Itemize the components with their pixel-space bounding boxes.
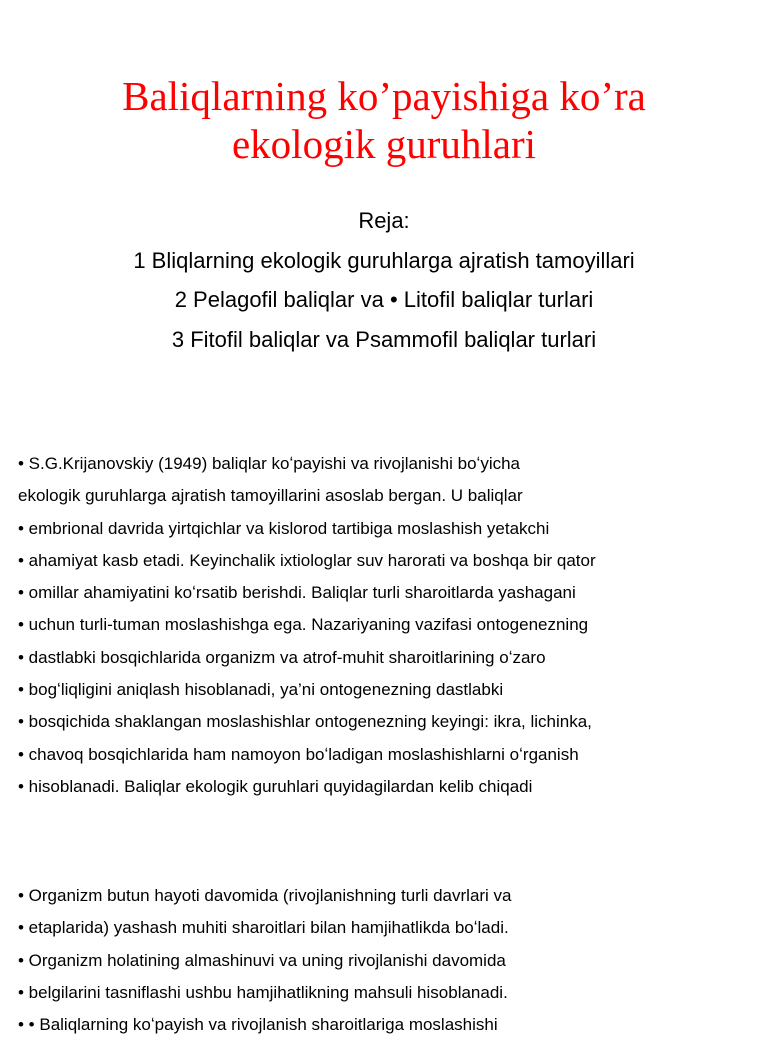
text-line: • hisoblanadi. Baliqlar ekologik guruhlari quyidagilardan kelib chiqadi [18,776,533,796]
text-line: • Organizm holatining almashinuvi va uning rivojlanishi davomida [18,950,506,970]
text-line: • S.G.Krijanovskiy (1949) baliqlar koʻpayishi va rivojlanishi boʻyicha [18,454,521,473]
text-line: • ahamiyat kasb etadi. Keyinchalik ixtiologlar suv harorati va boshqa bir qator [18,550,596,570]
plan-item-2: 2 Pelagofil baliqlar va • Litofil baliqlar turlari [174,287,594,312]
plan-item-1: 1 Bliqlarning ekologik guruhlarga ajratish tamoyillari [133,247,635,273]
plan-heading: Reja: [358,208,410,233]
text-line: • Organizm butun hayoti davomida (rivojlanishning turli davrlari va [18,886,512,905]
slide-title [0,72,768,168]
text-line: • etaplarida) yashash muhiti sharoitlari bilan hamjihatlikda boʻladi. [18,918,509,938]
text-line: ekologik guruhlarga ajratish tamoyillarini asoslab bergan. U baliqlar [18,486,523,506]
plan-item-3: 3 Fitofil baliqlar va Psammofil baliqlar turlari [171,326,597,352]
text-line: • dastlabki bosqichlarida organizm va atrof-muhit sharoitlarining oʻzaro [18,647,546,667]
paragraph-2 [18,880,758,1041]
plan-section [0,201,768,359]
slide-title-line-1: Baliqlarning ko’payishiga ko’ra [122,73,646,119]
text-line: • bosqichida shaklangan moslashishlar ontogenezning keyingi: ikra, lichinka, [18,712,592,732]
text-line: • omillar ahamiyatini koʻrsatib berishdi. Baliqlar turli sharoitlarda yashagani [18,583,576,603]
text-line: • belgilarini tasniflashi ushbu hamjihatlikning mahsuli hisoblanadi. [18,982,508,1002]
text-line: • uchun turli-tuman moslashishga ega. Nazariyaning vazifasi ontogenezning [18,615,589,635]
slide-title-line-2: ekologik guruhlari [231,121,537,167]
paragraph-1 [18,448,758,803]
text-line: • • Baliqlarning koʻpayish va rivojlanish sharoitlariga moslashishi [18,1015,498,1035]
text-line: • embrional davrida yirtqichlar va kislorod tartibiga moslashish yetakchi [18,518,550,538]
text-line: • chavoq bosqichlarida ham namoyon boʻladigan moslashishlarni oʻrganish [18,744,579,764]
text-line: • bogʻliqligini aniqlash hisoblanadi, ya’ni ontogenezning dastlabki [18,680,504,700]
